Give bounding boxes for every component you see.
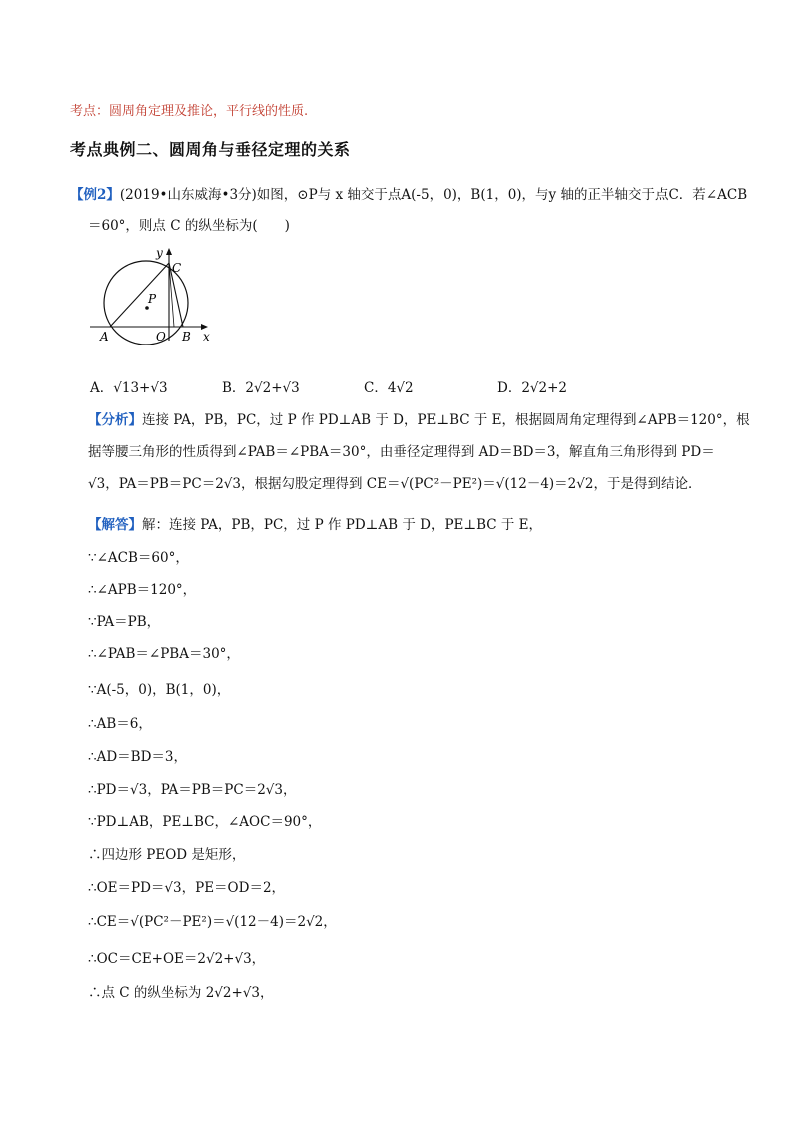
- solution-text-0: 解：连接 PA，PB，PC，过 P 作 PD⊥AB 于 D，PE⊥BC 于 E，: [142, 517, 543, 533]
- label-o: O: [156, 330, 166, 344]
- label-a: A: [100, 330, 109, 344]
- analysis-tag: 【分析】: [88, 412, 142, 428]
- analysis-text-1: 连接 PA，PB，PC，过 P 作 PD⊥AB 于 D，PE⊥BC 于 E，根据圆周角定理得到∠APB＝120°，根: [142, 412, 750, 428]
- solution-line-3: ∵PA＝PB，: [88, 614, 161, 630]
- label-y: y: [156, 246, 163, 260]
- example-line-2: ＝60°，则点 C 的纵坐标为( ): [88, 218, 290, 234]
- label-c: C: [172, 261, 182, 275]
- label-x: x: [203, 330, 210, 344]
- choice-c[interactable]: [364, 376, 414, 396]
- choice-d-letter: D．: [497, 380, 522, 396]
- solution-line-10: ∴四边形 PEOD 是矩形，: [88, 847, 246, 863]
- choice-c-text: 4√2: [387, 380, 414, 396]
- choice-b[interactable]: [222, 376, 300, 396]
- geometry-figure: [86, 245, 216, 345]
- choice-a[interactable]: [90, 376, 168, 396]
- solution-line-5: ∵A(-5，0)，B(1，0)，: [88, 682, 231, 698]
- example-tag: 【例2】: [70, 187, 120, 203]
- analysis-line-1: [88, 410, 750, 430]
- example-line-1: [70, 185, 747, 205]
- choice-d-text: 2√2+2: [521, 380, 568, 396]
- solution-line-9: ∵PD⊥AB，PE⊥BC，∠AOC＝90°，: [88, 814, 322, 830]
- solution-line-12: ∴CE＝√(PC²－PE²)＝√(12－4)＝2√2，: [88, 914, 337, 930]
- choice-b-text: 2√2+√3: [245, 380, 300, 396]
- analysis-line-2: 据等腰三角形的性质得到∠PAB＝∠PBA＝30°，由垂径定理得到 AD＝BD＝3，解直角三角形得到 PD＝: [88, 444, 715, 460]
- analysis-line-3: √3，PA＝PB＝PC＝2√3，根据勾股定理得到 CE＝√(PC²－PE²)＝√(12－4)＝2√2，于是得到结论．: [88, 476, 702, 492]
- solution-line-6: ∴AB＝6，: [88, 716, 152, 732]
- solution-line-7: ∴AD＝BD＝3，: [88, 749, 187, 765]
- point-p: [145, 306, 149, 310]
- solution-line-14: ∴点 C 的纵坐标为 2√2+√3，: [88, 985, 274, 1001]
- example-text-1: (2019•山东威海•3分)如图，⊙P与 x 轴交于点A(-5，0)，B(1，0)，与y 轴的正半轴交于点C．若∠ACB: [119, 187, 748, 203]
- kaodian-note: 考点：圆周角定理及推论，平行线的性质.: [70, 104, 309, 119]
- y-axis-arrow: [166, 248, 172, 255]
- label-b: B: [182, 330, 191, 344]
- solution-line-11: ∴OE＝PD＝√3，PE＝OD＝2，: [88, 880, 286, 896]
- solution-line-4: ∴∠PAB＝∠PBA＝30°，: [88, 646, 240, 662]
- choice-a-letter: A．: [90, 380, 114, 396]
- choice-c-letter: C．: [364, 380, 388, 396]
- choice-b-letter: B．: [222, 380, 246, 396]
- label-p: P: [148, 292, 157, 306]
- segment-ac: [110, 263, 169, 327]
- choice-a-text: √13+√3: [113, 380, 168, 396]
- section-heading: 考点典例二、圆周角与垂径定理的关系: [70, 140, 351, 159]
- solution-tag: 【解答】: [88, 517, 142, 533]
- solution-line-1: ∵∠ACB＝60°，: [88, 550, 189, 566]
- solution-line-0: [88, 515, 542, 535]
- choice-d[interactable]: [497, 376, 567, 396]
- solution-line-13: ∴OC＝CE+OE＝2√2+√3，: [88, 951, 266, 967]
- solution-line-2: ∴∠APB＝120°，: [88, 582, 197, 598]
- solution-line-8: ∴PD＝√3，PA＝PB＝PC＝2√3，: [88, 782, 297, 798]
